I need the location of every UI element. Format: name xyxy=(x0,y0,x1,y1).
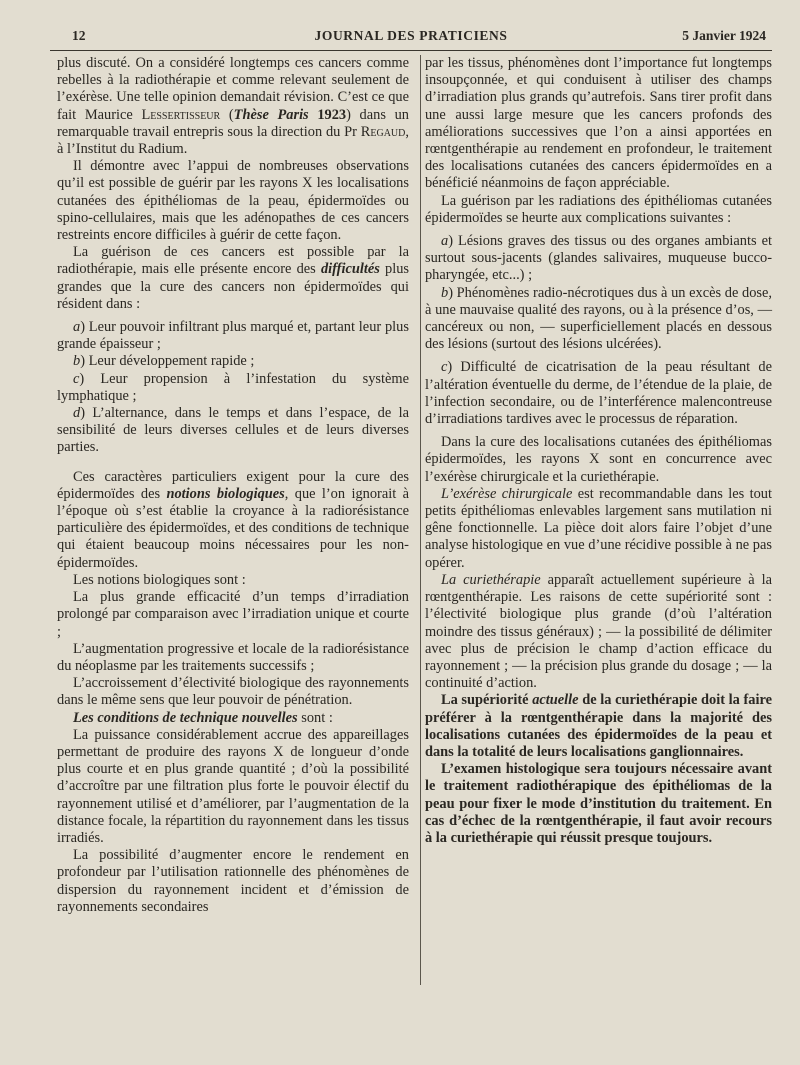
paragraph: L’exérèse chirurgicale est recommandable dans les tout petits épithéliomas enlevables largement sans mutilation ni gêne fonctionnelle. La pièce doit alors faire l’objet d’une analyse histologique en vue d’une récidive possible à ne pas opérer. xyxy=(424,485,772,571)
two-column-body xyxy=(50,55,772,916)
paragraph: La possibilité d’augmenter encore le rendement en profondeur par l’utilisation rationnelle des phénomènes de dispersion du rayonnement incident et d’émission de rayonnements secondaires xyxy=(57,847,409,915)
paragraph: par les tissus, phénomènes dont l’importance fut longtemps insoupçonnée, et qui conduisent à utiliser des champs d’irradiation plus grands qu’autrefois. Sans tirer profit dans une aussi large mesure que les cancers profonds des améliorations successives que l’on a ainsi apportées en rœntgenthérapie au rendement en profondeur, le traitement des localisations cutanées des cancers épidermoïdes en a bénéficié néanmoins de façon appréciable. xyxy=(424,55,772,192)
paragraph: La plus grande efficacité d’un temps d’irradiation prolongé par comparaison avec l’irradiation unique et courte ; xyxy=(57,589,409,640)
left-column xyxy=(57,55,409,916)
issue-date: 5 Janvier 1924 xyxy=(682,28,766,43)
paragraph: Les notions biologiques sont : xyxy=(73,571,246,588)
paragraph: Les conditions de technique nouvelles sont : xyxy=(73,709,333,726)
thesis-ref: Thèse Paris xyxy=(233,106,309,123)
paragraph: plus discuté. On a considéré longtemps ces cancers comme rebelles à la radiothérapie et comme relevant seulement de l’exérèse. Une telle opinion demandait révision. C’est ce que fait Maurice Lessertisseur (Thèse Paris 1923) dans un remarquable travail entrepris sous la direction du Pr Regaud, à l’Institut du Radium. xyxy=(57,55,409,158)
paragraph: La curiethérapie apparaît actuellement supérieure à la rœntgenthérapie. Les raisons de cette supériorité sont : l’électivité biologique plus grande (d’où l’altération moindre des tissus généraux) ; — la possibilité de délimiter avec plus de précision le champ d’action efficace du rayonnement ; — la précision plus grande du dosage ; — la continuité d’action. xyxy=(424,571,773,692)
paragraph: La guérison de ces cancers est possible par la radiothérapie, mais elle présente encore des difficultés plus grandes que la cure des cancers non épidermoïdes qui résident dans : xyxy=(57,244,409,312)
author-name: Lessertisseur xyxy=(141,106,221,123)
supervisor-name: Regaud xyxy=(360,123,406,140)
list-item: c) Difficulté de cicatrisation de la peau résultant de l’altération éventuelle du derme, de l’étendue de la plaie, de l’infection secondaire, ou de l’interférence malencontreuse d’irradiations tardives avec le processus de réparation. xyxy=(424,359,772,428)
list-item: c) Leur propension à l’infestation du système lymphatique ; xyxy=(57,370,409,404)
paragraph: Il démontre avec l’appui de nombreuses observations qu’il est possible de guérir par les rayons X les localisations cutanées des épithéliomas de la peau, épidermoïdes ou spino-cellulaires, mais que les adénopathes de ces cancers restreints encore difficiles à guérir de cette façon. xyxy=(57,158,409,244)
list-item: a) Lésions graves des tissus ou des organes ambiants et surtout sous-jacents (glandes salivaires, muqueuse bucco-pharyngée, etc...) ; xyxy=(424,233,772,284)
list-item: b) Phénomènes radio-nécrotiques dus à un excès de dose, à une mauvaise qualité des rayons, ou à la présence d’os, — cancéreux ou non, — superficiellement placés en dessous des lésions (surtout des lésions ulcérées). xyxy=(424,284,772,353)
column-divider xyxy=(420,55,421,985)
paragraph: La supériorité actuelle de la curiethérapie doit la faire préférer à la rœntgenthérapie dans la majorité des localisations cutanées des épidermoïdes de la peau et dans la totalité de leurs localisations ganglionnaires. xyxy=(424,692,772,760)
list-item: d) L’alternance, dans le temps et dans l’espace, de la sensibilité de leurs diverses cellules et de leurs diverses parties. xyxy=(57,405,409,456)
paragraph: L’accroissement d’électivité biologique des rayonnements dans le même sens que leur pouvoir de pénétration. xyxy=(57,675,409,709)
journal-title: JOURNAL DES PRATICIENS xyxy=(314,28,508,43)
page-number: 12 xyxy=(72,28,86,43)
running-header xyxy=(50,26,772,51)
paragraph: La guérison par les radiations des épithéliomas cutanées épidermoïdes se heurte aux complications suivantes : xyxy=(424,192,772,226)
paragraph: La puissance considérablement accrue des appareillages permettant de produire des rayons X de longueur d’onde plus courte et en plus grande quantité ; d’où la possibilité d’accroître par une filtration plus forte le pouvoir électif du rayonnement utilisé et d’améliorer, par l’augmentation de la distance focale, la répartition du rayonnement dans les tissus irradiés. xyxy=(57,726,409,846)
list-item: b) Leur développement rapide ; xyxy=(73,353,255,370)
list-item: a) Leur pouvoir infiltrant plus marqué et, partant leur plus grande épaisseur ; xyxy=(57,319,409,353)
right-column xyxy=(425,55,772,916)
paragraph: Ces caractères particuliers exigent pour la cure des épidermoïdes des notions biologiques, que l’on ignorait à l’époque où s’est établie la croyance à la radiorésistance particulière des épidermoïdes, et des conditions de technique qui étaient beaucoup moins nécessaires pour les non-épidermoïdes. xyxy=(57,468,409,571)
paragraph: L’examen histologique sera toujours nécessaire avant le traitement radiothérapique des épithéliomas de la peau pour fixer le mode d’institution du traitement. En cas d’échec de la rœntgenthérapie, il faut avoir recours à la curiethérapie qui réussit presque toujours. xyxy=(424,761,772,846)
paragraph: Dans la cure des localisations cutanées des épithéliomas épidermoïdes, les rayons X sont en concurrence avec l’exérèse chirurgicale et la curiethérapie. xyxy=(424,434,772,485)
paragraph: L’augmentation progressive et locale de la radiorésistance du néoplasme par les traitements successifs ; xyxy=(57,640,409,674)
